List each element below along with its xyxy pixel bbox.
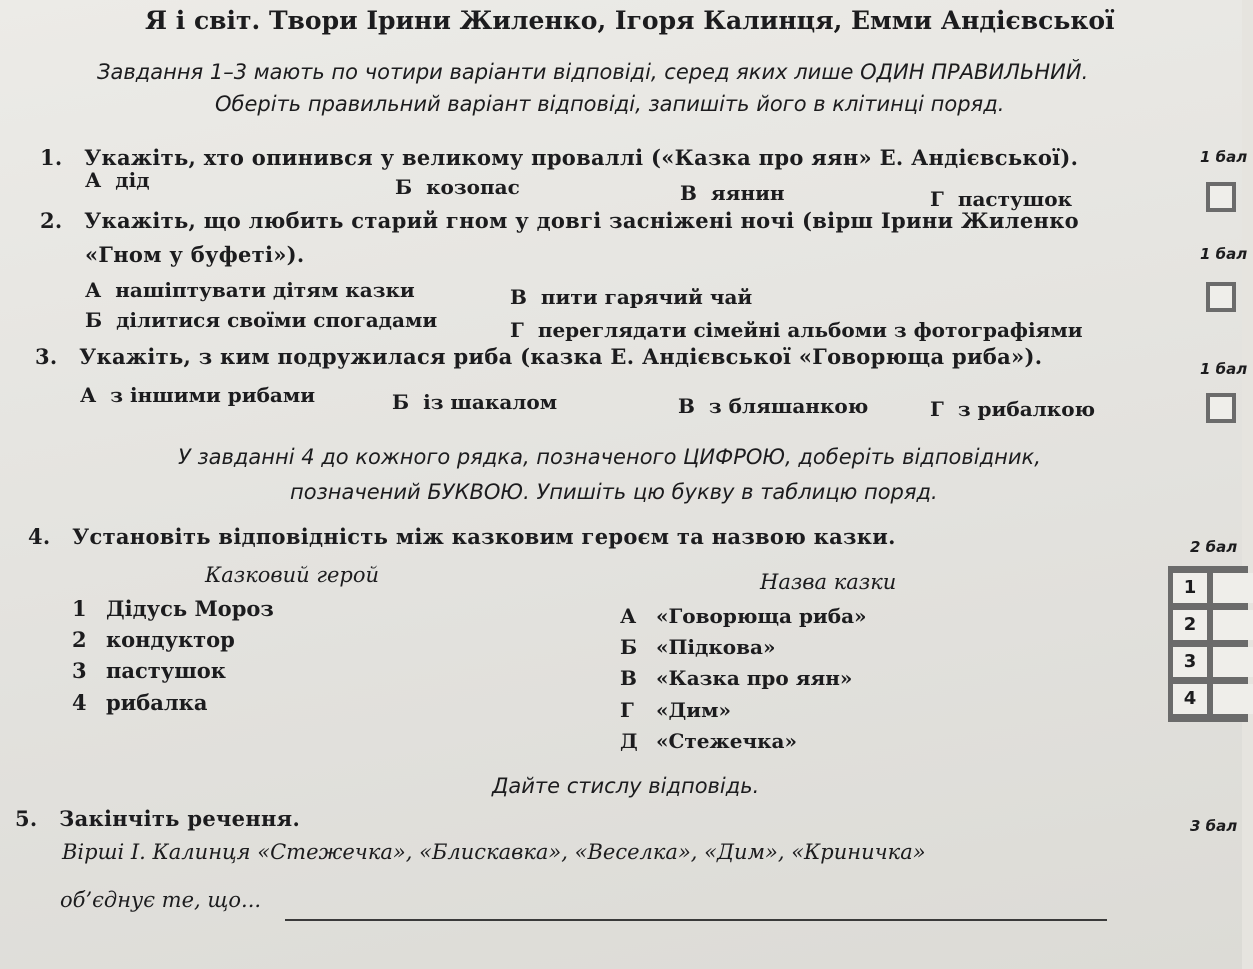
question-number: 4. xyxy=(28,524,51,549)
hero-item: 4 рибалка xyxy=(72,690,208,715)
table-answer-cell[interactable] xyxy=(1213,573,1253,603)
table-answer-cell[interactable] xyxy=(1213,647,1253,677)
column-heading-heroes: Казковий герой xyxy=(205,563,380,587)
question-text-line-1: Укажіть, що любить старий гном у довгі засніжені ночі (вірш Ірини Жиленко xyxy=(84,208,1079,233)
option-g: Г з рибалкою xyxy=(930,397,1096,421)
instruction-line-2: Оберіть правильний варіант відповіді, запишіть його в клітинці поряд. xyxy=(215,92,1005,116)
table-row-number: 1 xyxy=(1173,573,1207,603)
matching-answer-table xyxy=(1168,566,1248,722)
table-row-number: 4 xyxy=(1173,684,1207,714)
question-text: Установіть відповідність між казковим героєм та назвою казки. xyxy=(72,524,896,549)
option-v: В пити гарячий чай xyxy=(510,285,753,309)
question-text-line-2: «Гном у буфеті»). xyxy=(85,242,305,267)
question-text: Укажіть, з ким подружилася риба (казка Е. Андієвської «Говорюща риба»). xyxy=(79,344,1043,369)
question-5 xyxy=(15,806,300,831)
hero-item: 3 пастушок xyxy=(72,658,226,683)
table-row-number: 3 xyxy=(1173,647,1207,677)
instruction-q4-line-2: позначений БУКВОЮ. Упишіть цю букву в таблицю поряд. xyxy=(290,480,938,504)
option-v: В з бляшанкою xyxy=(678,394,869,418)
option-a: А з іншими рибами xyxy=(80,383,316,407)
answer-line[interactable] xyxy=(285,919,1107,921)
question-3 xyxy=(35,344,1042,369)
instruction-line-1: Завдання 1–3 мають по чотири варіанти відповіді, серед яких лише ОДИН ПРАВИЛЬНИЙ. xyxy=(97,60,1089,84)
answer-box-2[interactable] xyxy=(1206,282,1236,312)
tale-item: Д «Стежечка» xyxy=(620,729,797,753)
question-number: 2. xyxy=(40,208,63,233)
tale-item: Б «Підкова» xyxy=(620,635,776,659)
question-number: 3. xyxy=(35,344,58,369)
question-2 xyxy=(40,208,1079,233)
option-b: Б козопас xyxy=(395,175,520,199)
instruction-q5: Дайте стислу відповідь. xyxy=(492,774,760,798)
tale-item: Г «Дим» xyxy=(620,698,731,722)
hero-item: 1 Дідусь Мороз xyxy=(72,596,274,621)
question-text: Укажіть, хто опинився у великому проваллі («Казка про яян» Е. Андієвської). xyxy=(84,145,1079,170)
question-5-sentence-start: об’єднує те, що... xyxy=(60,888,262,912)
answer-box-1[interactable] xyxy=(1206,182,1236,212)
option-g: Г пастушок xyxy=(930,187,1073,211)
table-answer-cell[interactable] xyxy=(1213,684,1253,714)
points-label: 3 бал xyxy=(1190,817,1238,835)
question-number: 5. xyxy=(15,806,38,831)
tale-item: В «Казка про яян» xyxy=(620,666,853,690)
table-row-number: 2 xyxy=(1173,610,1207,640)
option-v: В яянин xyxy=(680,181,785,205)
question-1 xyxy=(40,145,1078,170)
option-a: А нашіптувати дітям казки xyxy=(85,278,415,302)
hero-item: 2 кондуктор xyxy=(72,627,235,652)
column-heading-tales: Назва казки xyxy=(760,570,897,594)
question-5-sentence: Вірші І. Калинця «Стежечка», «Блискавка», «Веселка», «Дим», «Криничка» xyxy=(62,840,926,864)
instruction-q4-line-1: У завданні 4 до кожного рядка, позначеного ЦИФРОЮ, доберіть відповідник, xyxy=(178,445,1041,469)
question-number: 1. xyxy=(40,145,63,170)
option-b: Б ділитися своїми спогадами xyxy=(85,308,438,332)
table-answer-cell[interactable] xyxy=(1213,610,1253,640)
question-4 xyxy=(28,524,896,549)
page-title: Я і світ. Твори Ірини Жиленко, Ігоря Калинця, Емми Андієвської xyxy=(145,6,1115,35)
points-label: 2 бал xyxy=(1190,538,1238,556)
question-text: Закінчіть речення. xyxy=(59,806,301,831)
option-a: А дід xyxy=(85,168,150,192)
tale-item: А «Говорюща риба» xyxy=(620,604,867,628)
option-g: Г переглядати сімейні альбоми з фотографіями xyxy=(510,318,1083,342)
option-b: Б із шакалом xyxy=(392,390,558,414)
points-label: 1 бал xyxy=(1200,148,1248,166)
answer-box-3[interactable] xyxy=(1206,393,1236,423)
points-label: 1 бал xyxy=(1200,360,1248,378)
points-label: 1 бал xyxy=(1200,245,1248,263)
